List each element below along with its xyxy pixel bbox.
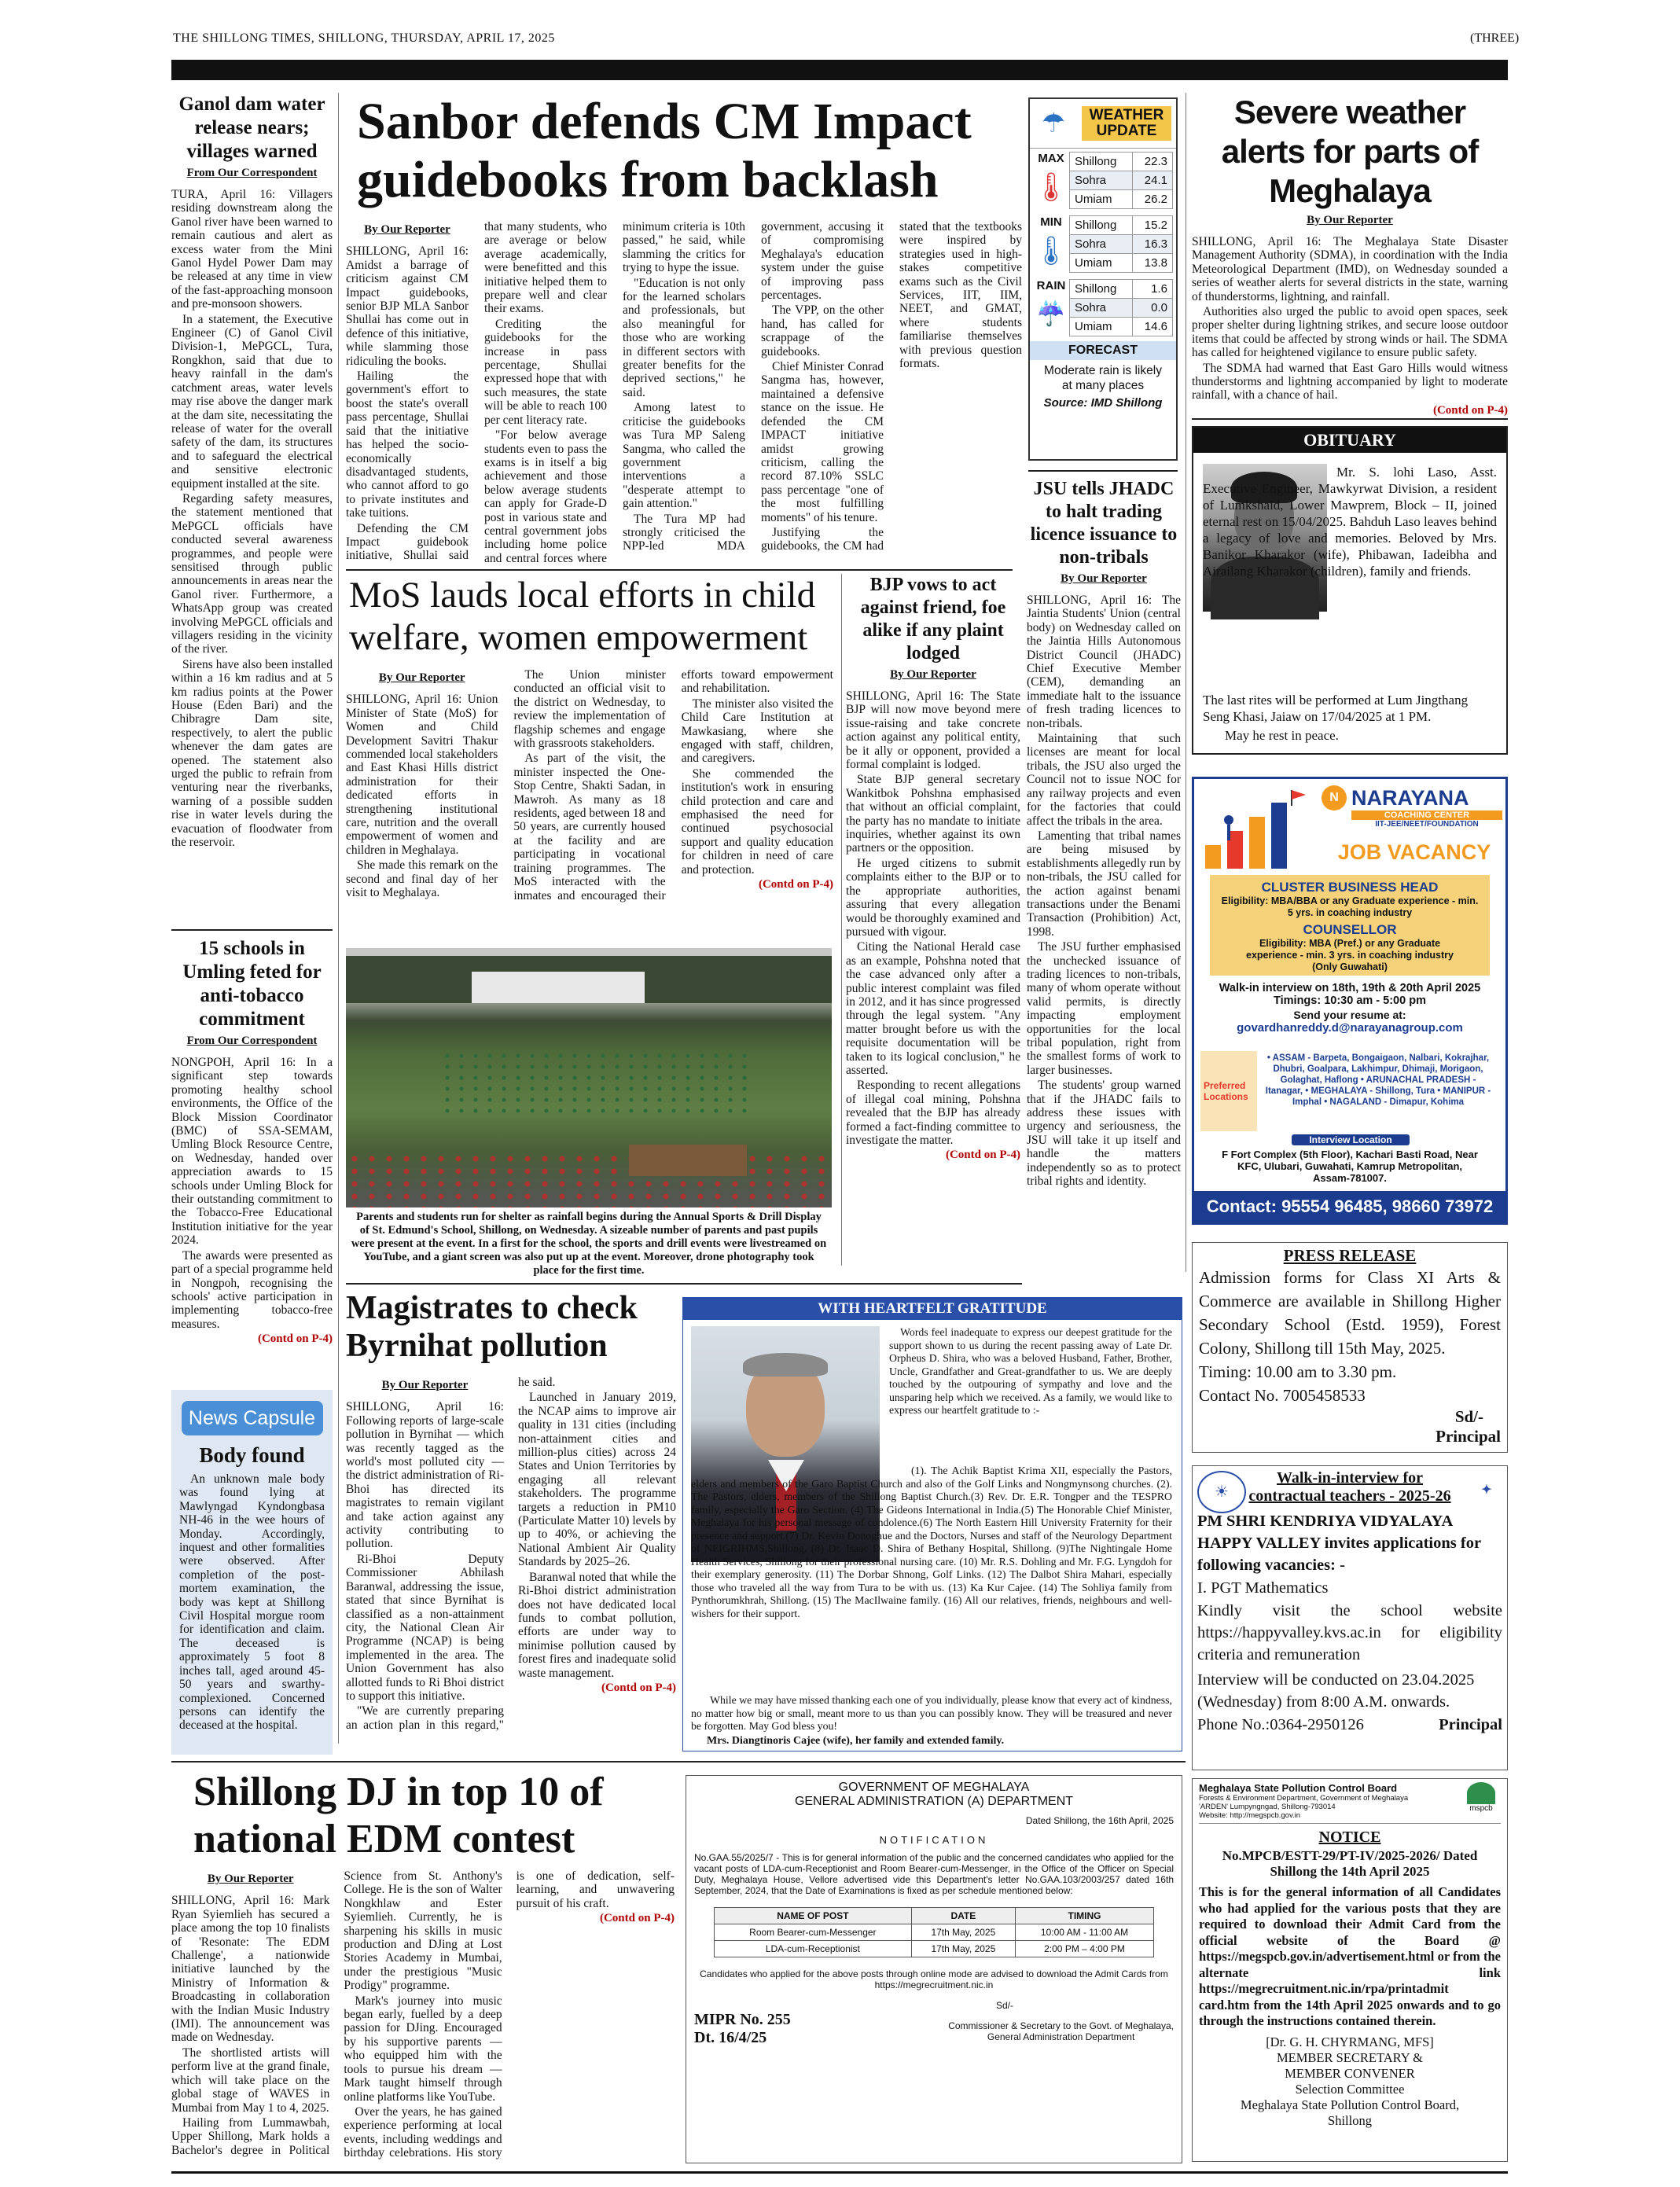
table-row: [715, 1941, 1154, 1957]
role2-req: Eligibility: MBA (Pref.) or any Graduate experience - min. 3 yrs. in coaching industry (Only Guwahati): [1246, 938, 1454, 972]
table-cell: 10:00 AM - 11:00 AM: [1016, 1924, 1154, 1941]
weather-row-rain: [1070, 299, 1173, 318]
weather-value: 22.3: [1133, 153, 1173, 171]
obituary-rites: The last rites will be performed at Lum Jingthang Seng Khasi, Jaiaw on 17/04/2025 at 1 PM.: [1203, 693, 1469, 724]
kvs-principal: Principal: [1439, 1716, 1502, 1733]
pcb-sign2: MEMBER SECRETARY &: [1276, 2049, 1423, 2065]
job-vacancy: JOB VACANCY: [1337, 840, 1491, 864]
news-capsule: [171, 1390, 333, 1755]
capsule-body: An unknown male body was found lying at Mawlyngad Kyndongbasa NH-46 in the wee hours of Monday. Accordingly, inquest and other formalities were observed. After completion of the post-mortem examination, the body was kept at Shillong Civil Hospital morgue room for identification and claim. The deceased is approximately 5 foot 8 inches tall, aged around 45-50 years and swarthy-complexioned. Concerned persons can identify the deceased at the hospital.: [179, 1472, 325, 1733]
umling-article: [171, 937, 333, 1362]
gratitude-intro: Words feel inadequate to express our deepest gratitude for the support shown to us during the recent passing away of Late Dr. Orpheus D. Shira, who was a beloved Husband, Father, Brother, Uncle, Grandfather and Great-grandfather to us. We are deeply touched by the outpouring of sympathy and love and the unsparing help which we received. As a family, we would like to express our heartfelt gratitude to :-: [889, 1326, 1172, 1416]
mos-byline: By Our Reporter: [378, 671, 465, 684]
narayana-logo: [1322, 785, 1502, 829]
press-release-box: [1192, 1242, 1508, 1453]
narayana-tagline2: IIT-JEE/NEET/FOUNDATION: [1375, 820, 1479, 829]
thermometer-cold-icon: 🌡: [1033, 235, 1069, 266]
govt-notification: [686, 1775, 1182, 2163]
role1-title: CLUSTER BUSINESS HEAD: [1261, 880, 1439, 895]
resume-email[interactable]: govardhanreddy.d@narayanagroup.com: [1237, 1021, 1463, 1035]
narayana-contact: Contact: 95554 96485, 98660 73972: [1194, 1191, 1505, 1222]
table-cell: Room Bearer-cum-Messenger: [715, 1924, 912, 1941]
severe-body: SHILLONG, April 16: The Meghalaya State Disaster Management Authority (SDMA), in coordination with the India Meteorological Department (IMD), on Wednesday sounded a series of weather alerts for several districts in the state, warning of thunderstorms, lightning, and rainfall. Authorities also urged the public to avoid open spaces, seek proper shelter during lightning strikes, and secure loose outdoor items that could be affected by strong winds or hail. The SDMA has called for heightened vigilance to ensure public safety. The SDMA had warned that East Garo Hills would witness thunderstorms and lightning accompanied by light to moderate rainfall, with a chance of hail. (Contd on P-4): [1192, 235, 1508, 417]
govt-line2: GENERAL ADMINISTRATION (A) DEPARTMENT: [794, 1795, 1074, 1808]
weather-station: Shillong: [1070, 216, 1133, 235]
jsu-byline: By Our Reporter: [1061, 572, 1147, 585]
min-label: MIN: [1040, 215, 1062, 229]
umling-contd: (Contd on P-4): [257, 1332, 333, 1346]
divider: [1192, 418, 1508, 420]
obituary-title: OBITUARY: [1193, 428, 1506, 453]
severe-byline: By Our Reporter: [1307, 214, 1393, 226]
weather-row-max: [1070, 171, 1173, 190]
interview-address: F Fort Complex (5th Floor), Kachari Basti Road, Near KFC, Ulubari, Guwahati, Kamrup Metropolitan, Assam-781007.: [1222, 1149, 1478, 1184]
govt-body: No.GAA.55/2025/7 - This is for general information of the public and the concerned candidates who applied for the vacant posts of LDA-cum-Receptionist and Room Bearer-cum-Messenger, in the Office of the Officer on Special Duty, Meghalaya House, Vellore advertised vide this Department's letter No.GAA.103/2003/257 dated 16th September, 2024, that the Date of Examinations is fixed as per schedule mentioned below:: [694, 1852, 1174, 1896]
govt-mipr: MIPR No. 255: [694, 2011, 791, 2028]
pcb-logo-icon: [1467, 1782, 1495, 1804]
photo-caption: Parents and students run for shelter as rainfall begins during the Annual Sports & Drill Display of St. Edmund's School, Shillong, on Wednesday. A sizeable number of parents and past pupils were present at the event. In a first for the school, the sports and drill events were livestreamed on YouTube, and a giant screen was also put up at the event. Moreover, drone photography took place for the first time.: [351, 1211, 827, 1277]
table-cell: LDA-cum-Receptionist: [715, 1941, 912, 1957]
capsule-title: Body found: [199, 1443, 305, 1467]
rain-label: RAIN: [1036, 279, 1066, 292]
narayana-brand: NARAYANA: [1351, 785, 1469, 810]
capsule-badge: News Capsule: [182, 1401, 323, 1435]
weather-row-max: [1070, 153, 1173, 171]
govt-notif: NOTIFICATION: [879, 1834, 989, 1846]
ganol-byline: From Our Correspondent: [186, 167, 318, 179]
weather-station: Sohra: [1070, 171, 1133, 190]
table-row: [715, 1924, 1154, 1941]
divider: [346, 1283, 1022, 1285]
weather-min: [1030, 212, 1176, 276]
sports-day-photo: [346, 948, 832, 1207]
role1-req: Eligibility: MBA/BBA or any Graduate experience - min. 5 yrs. in coaching industry: [1221, 895, 1479, 918]
kvs-visit[interactable]: Kindly visit the school website https://happyvalley.kvs.ac.in for eligibility criteria and remuneration: [1197, 1602, 1502, 1663]
pcb-dept: Forests & Environment Department, Government of Meghalaya: [1199, 1794, 1409, 1803]
pcb-ref: No.MPCB/ESTT-29/PT-IV/2025-2026/ Dated Shillong the 14th April 2025: [1222, 1848, 1478, 1879]
pcb-sign5: Meghalaya State Pollution Control Board,: [1240, 2097, 1460, 2112]
divider: [171, 1761, 1186, 1762]
umling-body: NONGPOH, April 16: In a significant step towards promoting healthy school environments, the Office of the Block Mission Coordinator (BMC) of SSA-SEMAM, Umling Block Resource Centre, on Wednesday, handed over appreciation awards to 15 schools under Umling Block for their outstanding commitment to the Tobacco-Free Educational Institution initiative for the year 2024. The awards were presented as part of a special programme held in Nongpoh, recognising the schools' active participation in implementing tobacco-free measures. (Contd on P-4): [171, 1056, 333, 1346]
pcb-logo-text: mspcb: [1469, 1804, 1493, 1813]
table-cell: 17th May, 2025: [911, 1941, 1015, 1957]
table-header: TIMING: [1016, 1908, 1154, 1924]
pcb-web: Website: http://megspcb.gov.in: [1199, 1811, 1301, 1820]
obituary-box: [1192, 426, 1508, 755]
mos-contd: (Contd on P-4): [758, 878, 833, 891]
jsu-body: SHILLONG, April 16: The Jaintia Students' Union (central body) on Wednesday called on the Jaintia Hills Autonomous District Council (JHADC) Chief Executive Member (CEM), demanding an immediate halt to the issuance of fresh trading licences to non-tribals. Maintaining that such licenses are meant for local tribals, the JSU also urged the Council not to issue NOC for any railway projects and even for the factories that could affect the tribals in the area. Lamenting that tribal names are being misused by establishments allegedly run by non-tribals, the JSU called for the action against benami transactions under the Benami Transaction (Prohibition) Act, 1998. The JSU further emphasised the unchecked issuance of trading licences to non-tribals, many of whom operate without valid permits, is directly impacting employment opportunities for the local tribal population, right from the smallest forms of work to larger businesses. The students' group warned that if the JHADC fails to address these issues with urgency and seriousness, the JSU will take it up itself and handle the matters independently so as to protect tribal rights and identity.: [1027, 594, 1181, 1189]
severe-title: Severe weather alerts for parts of Meghalaya: [1221, 94, 1479, 209]
table-cell: 2:00 PM – 4:00 PM: [1016, 1941, 1154, 1957]
resume-label: Send your resume at:: [1293, 1009, 1406, 1021]
weather-row-min: [1070, 216, 1173, 235]
table-header: NAME OF POST: [715, 1908, 912, 1924]
pref-label: Preferred Locations: [1200, 1051, 1257, 1131]
dj-article: [171, 1769, 675, 2162]
gratitude-list: (1). The Achik Baptist Krima XII, especially the Pastors, elders and members of the Garo Baptist Church and also of the Golf Links and Nongmynsong churches. (2). The Pastors, elders, members of the Shillong Baptist Church.(3) Rev. Dr. E.R. Tongper and the TESPRO family, especially the Garo Section. (4) The Gideons International in India.(5) The Honorable Chief Minister, Meghalaya for his personal message of condolence.(6) The North Eastern Hill University Fraternity for their presence and support.(7) Dr. Kevin Donoghue and the Doctors, Nurses and staff of the Neurology Department of NEIGRIHMS,Shillong. (8) Dr. Isaac D. Shira of Bethany Hospital, Shillong. (9)The Nightingale Home Health Services, Shillong for their professional nursing care. (10) Mr. R.S. Dohling and Mr. F.G. Lyngdoh for their exemplary generosity. (11) The Dorbar Shnong, Golf Links. (12) The Dalbot Shira Mahari, especially those who traveled all the way from Tura to be with us. (13) Ka Kur Cajee. (14) The Sohliya family from Pynthorumkhrah, Shillong. (15) The MacIlwaine family. (16) All our relatives, friends, neighbours and well-wishers for their support.: [691, 1465, 1172, 1619]
pcb-addr: 'ARDEN' Lumpyngngad, Shillong-793014: [1199, 1803, 1336, 1811]
divider: [171, 929, 333, 931]
weather-row-rain: [1070, 318, 1173, 336]
govt-sign2: General Administration Department: [987, 2031, 1135, 2042]
severe-article: [1192, 93, 1508, 417]
magistrates-title: Magistrates to check Byrnihat pollution: [346, 1290, 638, 1364]
dj-byline: By Our Reporter: [207, 1873, 294, 1885]
sanbor-article: [346, 93, 1022, 574]
magistrates-article: [346, 1289, 676, 1761]
sanbor-body: By Our Reporter SHILLONG, April 16: Amidst a barrage of criticism against CM Impact guidebooks, senior BJP MLA Sanbor Shullai has come out in defence of this initiative, while slamming those ridiculing the books. Hailing the government's effort to boost the state's overall pass percentage, Shullai said that the initiative has helped the socio-economically disadvantaged students, who cannot afford to go to private institutes and take tuitions. Defending the CM Impact guidebook initiative, Shullai said that many students, who are average or below average academically, were benefitted and this initiative helped them to prepare well and clear their exams. Crediting the guidebooks for the increase in pass percentage, Shullai expressed hope that with such measures, the state will be able to reach 100 per cent literacy rate. "For below average students even to pass the exams is in itself a big achievement and those below average students can apply for Grade-D post in various state and central government jobs including home police and central forces where minimum criteria is 10th passed," he said, while slamming the critics for trying to hype the issue. "Education is not only for the learned scholars and professionals, but also meaningful for those who are working in different sectors with greater benefits for the deprived sections," he said. Among latest to criticise the guidebooks was Tura MP Saleng Sangma, who called the government interventions a "desperate attempt to gain attention." The Tura MP had strongly criticised the NPP-led MDA government, accusing it of compromising Meghalaya's education system under the guise of improving pass percentages. The VPP, on the other hand, has called for scrappage of the guidebooks. Chief Minister Conrad Sangma has, however, maintained a defensive stance on the issue. He defended the CM IMPACT initiative amidst growing criticism, calling the record 87.10% SSLC pass percentage "one of the most fulfilling moments" of his tenure. Justifying the guidebooks, the CM had stated that the textbooks were inspired by strategies used in high-stakes competitive exams such as the Civil Services, IIT, IIM, NEET, and GMAT, where students familiarise themselves with previous question formats.: [346, 220, 1022, 565]
weather-row-max: [1070, 190, 1173, 209]
govt-sign1: Commissioner & Secretary to the Govt. of Meghalaya,: [948, 2020, 1174, 2031]
kvs-title1: Walk-in-interview for: [1276, 1469, 1424, 1487]
weather-value: 24.1: [1133, 171, 1173, 190]
gratitude-sign: Mrs. Diangtinoris Cajee (wife), her family and extended family.: [707, 1735, 1005, 1747]
press-text: Admission forms for Class XI Arts & Commerce are available in Shillong Higher Secondary School (Estd. 1959), Forest Colony, Shillong till 15th May, 2025.: [1199, 1268, 1501, 1358]
rain-gauge-icon: ☔: [1036, 301, 1066, 327]
walkin-timings: Timings: 10:30 am - 5:00 pm: [1274, 994, 1426, 1007]
table-header: DATE: [911, 1908, 1015, 1924]
weather-value: 13.8: [1133, 254, 1173, 273]
mos-article: [346, 574, 833, 940]
magistrates-contd: (Contd on P-4): [601, 1681, 676, 1694]
weather-station: Sohra: [1070, 299, 1133, 318]
kvs-logo-icon: ☀: [1197, 1471, 1246, 1513]
weather-rain: [1030, 276, 1176, 340]
jsu-title: JSU tells JHADC to halt trading licence issuance to non-tribals: [1030, 479, 1178, 568]
forecast-title: FORECAST: [1030, 341, 1176, 360]
press-contact: Contact No. 7005458533: [1199, 1386, 1366, 1405]
locations-list: • ASSAM - Barpeta, Bongaigaon, Nalbari, Kokrajhar, Dhubri, Goalpara, Lakhimpur, Dhimaji, Morigaon, Golaghat, Haflong • ARUNACHAL PRADESH - Itanagar, • MEGHALAYA - Shillong, Tura • MANIPUR - Imphal • NAGALAND - Dimapur, Kohima: [1265, 1053, 1491, 1107]
weather-row-min: [1070, 254, 1173, 273]
weather-station: Umiam: [1070, 318, 1133, 336]
weather-row-rain: [1070, 280, 1173, 299]
govt-schedule-table: [714, 1907, 1154, 1957]
kvs-post: I. PGT Mathematics: [1197, 1579, 1329, 1597]
pcb-sign4: Selection Committee: [1295, 2081, 1405, 2097]
role-panel: [1210, 875, 1490, 976]
pcb-org: Meghalaya State Pollution Control Board: [1199, 1782, 1398, 1794]
magistrates-byline: By Our Reporter: [381, 1379, 469, 1391]
narayana-tagline: COACHING CENTER: [1351, 810, 1502, 820]
press-principal: Principal: [1436, 1427, 1501, 1446]
govt-line1: GOVERNMENT OF MEGHALAYA: [838, 1781, 1030, 1794]
narayana-logo-icon: N: [1322, 785, 1347, 810]
jsu-article: [1027, 478, 1181, 1343]
sanbor-title: Sanbor defends CM Impact guidebooks from backlash: [357, 93, 972, 208]
press-timing: Timing: 10.00 am to 3.30 pm.: [1199, 1362, 1397, 1381]
weather-station: Shillong: [1070, 280, 1133, 299]
mos-body: By Our Reporter SHILLONG, April 16: Union Minister of State (MoS) for Women and Child Development Savitri Thakur commended local stakeholders and East Khasi Hills district administration for their dedicated efforts in strengthening institutional care, nutrition and the overall empowerment of women and children in Meghalaya. She made this remark on the second and final day of her visit to Meghalaya. The Union minister conducted an official visit to the district on Wednesday, to review the implementation of flagship schemes and engage with grassroots stakeholders. As part of the visit, the minister inspected the One-Stop Centre, Shakti Sadan, in Mawroh. As many as 18 residents, aged between 18 and 50 years, are currently housed at the facility and are participating in vocational training programmes. The MoS interacted with the inmates and encouraged their efforts toward empowerment and rehabilitation. The minister also visited the Child Care Institution at Mawkasiang, where she engaged with staff, children, and caregivers. She commended the institution's work in ensuring child protection and care and emphasised the need for continued psychosocial support and quality education for children in need of care and protection. (Contd on P-4): [346, 668, 833, 902]
forecast-text: Moderate rain is likely at many places: [1044, 364, 1162, 392]
kvs-ad: [1192, 1465, 1508, 1770]
column-rule: [841, 574, 842, 1266]
weather-station: Umiam: [1070, 254, 1133, 273]
pcb-body: This is for the general information of all Candidates who had applied for the various posts that they are required to download their Admit Card from the official website of the Board @ https://megspcb.gov.in/advertisement.html or from the alternate link https://megrecruitment.nic.in/rpa/printadmit card.htm from the 14th April 2025 onwards and to go through the instructions contained therein.: [1199, 1884, 1501, 2028]
pcb-sign1: [Dr. G. H. CHYRMANG, MFS]: [1266, 2034, 1434, 2049]
weather-value: 16.3: [1133, 235, 1173, 254]
cloud-rain-icon: ☂: [1041, 109, 1066, 138]
pmshri-logo-icon: ✦: [1481, 1483, 1492, 1497]
divider: [346, 569, 1013, 571]
walkin-date: Walk-in interview on 18th, 19th & 20th April 2025: [1219, 982, 1481, 994]
govt-dt: Dt. 16/4/25: [694, 2029, 767, 2046]
weather-value: 14.6: [1133, 318, 1173, 336]
role2-title: COUNSELLOR: [1303, 922, 1397, 937]
bjp-title: BJP vows to act against friend, foe alike if any plaint lodged: [860, 575, 1006, 663]
govt-note: Candidates who applied for the above posts through online mode are advised to download the Admit Cards from https://megrecruitment.nic.in: [700, 1968, 1168, 1990]
business-growth-icon: [1197, 782, 1318, 875]
pcb-notice: [1192, 1778, 1508, 2162]
pcb-sign6: Shillong: [1328, 2112, 1372, 2128]
gratitude-closing: While we may have missed thanking each one of you individually, please know that every act of kindness, no matter how big or small, meant more to us than you can possibly know. They will be treasured and never be forgotten. May God bless you!: [691, 1694, 1172, 1732]
umling-title: 15 schools in Umling feted for anti-tobacco commitment: [182, 938, 322, 1030]
ganol-title: Ganol dam water release nears; villages warned: [178, 94, 325, 162]
mos-title: MoS lauds local efforts in child welfare, women empowerment: [349, 575, 816, 658]
weather-row-min: [1070, 235, 1173, 254]
obituary-rip: May he rest in peace.: [1225, 728, 1339, 743]
weather-value: 1.6: [1133, 280, 1173, 299]
forecast-source: Source: IMD Shillong: [1043, 396, 1163, 410]
weather-box: [1028, 97, 1178, 461]
weather-value: 15.2: [1133, 216, 1173, 235]
kvs-title2: contractual teachers - 2025-26: [1248, 1487, 1451, 1505]
bjp-article: [846, 574, 1020, 1274]
dj-title: Shillong DJ in top 10 of national EDM contest: [193, 1770, 604, 1862]
divider: [1028, 470, 1178, 472]
ganol-article: [171, 93, 333, 926]
locations-panel: [1200, 1051, 1499, 1131]
header-bar: [171, 60, 1508, 80]
gratitude-title: WITH HEARTFELT GRATITUDE: [683, 1298, 1182, 1320]
umling-byline: From Our Correspondent: [186, 1035, 318, 1047]
weather-header: [1030, 99, 1176, 149]
govt-dated: Dated Shillong, the 16th April, 2025: [1025, 1815, 1174, 1826]
interview-loc-label: Interview Location: [1292, 1134, 1410, 1145]
bjp-byline: By Our Reporter: [890, 668, 976, 681]
page-number: (THREE): [1470, 31, 1520, 45]
sanbor-byline: By Our Reporter: [364, 223, 450, 236]
gratitude-box: [682, 1297, 1182, 1751]
severe-contd: (Contd on P-4): [1432, 403, 1508, 417]
weather-subtitle: UPDATE: [1096, 123, 1157, 139]
max-label: MAX: [1038, 152, 1064, 165]
weather-title: WEATHER: [1089, 107, 1164, 123]
table-cell: 17th May, 2025: [911, 1924, 1015, 1941]
weather-station: Sohra: [1070, 235, 1133, 254]
dj-body: By Our Reporter SHILLONG, April 16: Mark Ryan Syiemlieh has secured a place among the top 10 finalists of 'Resonate: The EDM Challenge', a nationwide initiative launched by the Ministry of Information & Broadcasting in collaboration with the Indian Music Industry (IMI). The announcement was made on Wednesday. The shortlisted artists will perform live at the grand finale, which will take place on the global stage of WAVES in Mumbai from May 1 to 4, 2025. Hailing from Lummawbah, Upper Shillong, Mark holds a Bachelor's degree in Political Science from St. Anthony's College. He is the son of Walter Nongkhlaw and Ester Syiemlieh. Currently, he is sharpening his skills in music production and DJing at Lost Stories Academy in Mumbai, under the prestigious "Music Prodigy" programme. Mark's journey into music began early, fuelled by a deep passion for DJing. Encouraged by his supportive parents — who equipped him with the tools to pursue his dream — Mark taught himself through online platforms like YouTube. Over the years, he has gained experience performing at local events, including weddings and birthday celebrations. His story is one of dedication, self-learning, and unwavering pursuit of his craft. (Contd on P-4): [171, 1869, 675, 2160]
weather-station: Umiam: [1070, 190, 1133, 209]
press-title: PRESS RELEASE: [1283, 1246, 1417, 1265]
thermometer-hot-icon: 🌡: [1033, 171, 1069, 203]
footer-rule: [171, 2171, 1508, 2174]
bjp-contd: (Contd on P-4): [945, 1149, 1020, 1162]
press-sd: Sd/-: [1454, 1407, 1483, 1426]
magistrates-body: By Our Reporter SHILLONG, April 16: Following reports of large-scale pollution in Byrnihat — which was recently tagged as the world's most polluted city — the district administration of Ri-Bhoi has directed its magistrates to remain vigilant and take action against any activity contributing to pollution. Ri-Bhoi Deputy Commissioner Abhilash Baranwal, addressing the issue, stated that since Byrnihat is classified as a non-attainment city, the National Clean Air Programme (NCAP) is being implemented in the area. The Union Government has also allotted funds to Ri Bhoi district to support this initiative. "We are currently preparing an action plan in this regard," he said. Launched in January 2019, the NCAP aims to improve air quality in 131 cities (including non-attainment cities and million-plus cities) across 24 States and Union Territories by engaging all relevant stakeholders. The programme targets a reduction in PM10 (Particulate Matter 10) levels by up to 40%, or achieving the National Ambient Air Quality Standards by 2025–26. Baranwal noted that while the Ri-Bhoi district administration does not have dedicated local funds to combat pollution, efforts are under way to minimise pollution caused by forest fires and inadequate solid waste management. (Contd on P-4): [346, 1376, 676, 1732]
weather-station: Shillong: [1070, 153, 1133, 171]
masthead: THE SHILLONG TIMES, SHILLONG, THURSDAY, APRIL 17, 2025: [173, 31, 555, 45]
pcb-sign3: MEMBER CONVENER: [1285, 2065, 1415, 2081]
weather-value: 26.2: [1133, 190, 1173, 209]
column-rule: [338, 93, 339, 1744]
kvs-phone: Phone No.:0364-2950126: [1197, 1716, 1364, 1733]
obituary-text: Mr. S. lohi Laso, Asst. Executive Engineer, Mawkyrwat Division, a resident of Lumkshaid, Lower Mawprem, Block – II, joined eternal rest on 15/04/2025. Bahduh Laso leaves behind a legacy of love and memories. Beloved by Mrs. Banikor Kharakor (wife), Phibawan, Iadeibha and Airailang Kharakor (children), family and friends.: [1203, 465, 1497, 579]
ganol-body: TURA, April 16: Villagers residing downstream along the Ganol river have been warned to remain cautious and alert as excess water from the Mini Ganol Hydel Power Dam may be released at any time in view of the fast-approaching monsoon and pre-monsoon showers. In a statement, the Executive Engineer (C) of Ganol Civil Division-1, MePGCL, Tura, Rongkhon, said that due to heavy rainfall in the dam's catchment areas, water levels may rise above the danger mark at the dam site, necessitating the release of water for the overall safety of the dam, its structures and to safeguard the electrical and sensitive electronic equipment installed at the site. Regarding safety measures, the statement mentioned that MePGCL officials have conducted several awareness programmes, and people were sensitised through public announcements in areas near the Ganol river. Furthermore, a WhatsApp group was created involving MePGCL officials and villagers residing in the vicinity of the river. Sirens have also been installed within a 16 km radius and at 5 km radius points at the Power House (Eden Bari) and the Chibragre Dam site, respectively, to alert the public whenever the dam gates are opened. The statement also urged the public to refrain from venturing near the riverbanks, warning of a possible sudden rise in water levels during the evacuation of floodwater from the reservoir.: [171, 188, 333, 850]
weather-max: [1030, 149, 1176, 212]
kvs-school: PM SHRI KENDRIYA VIDYALAYA HAPPY VALLEY invites applications for following vacancies: -: [1197, 1513, 1481, 1574]
govt-sd: Sd/-: [995, 2000, 1013, 2011]
kvs-interview: Interview will be conducted on 23.04.2025 (Wednesday) from 8:00 A.M. onwards.: [1197, 1671, 1475, 1711]
pcb-notice-title: NOTICE: [1318, 1829, 1381, 1846]
dj-contd: (Contd on P-4): [599, 1912, 675, 1925]
weather-value: 0.0: [1133, 299, 1173, 318]
narayana-ad: [1192, 777, 1508, 1225]
bjp-body: SHILLONG, April 16: The State BJP will now move beyond mere issue-raising and take concrete action against any political entity, be it ally or opponent, provided a formal complaint is lodged. State BJP general secretary Wankitbok Pohshna emphasised that without an official complaint, the party has no mandate to initiate inquiries, whether against its own partners or the opposition. He urged citizens to submit complaints either to the BJP or to the appropriate authorities, assuring that every allegation would be thoroughly examined and pursued with vigour. Citing the National Herald case as an example, Pohshna noted that the case advanced only after a public interest complaint was filed in 2012, and it has since progressed through the legal system. "Any matter brought before us with the requisite documentation will be taken to its logical conclusion," he asserted. Responding to recent allegations of illegal coal mining, Pohshna revealed that the BJP has already formed a fact-finding committee to investigate the matter. (Contd on P-4): [846, 689, 1020, 1162]
